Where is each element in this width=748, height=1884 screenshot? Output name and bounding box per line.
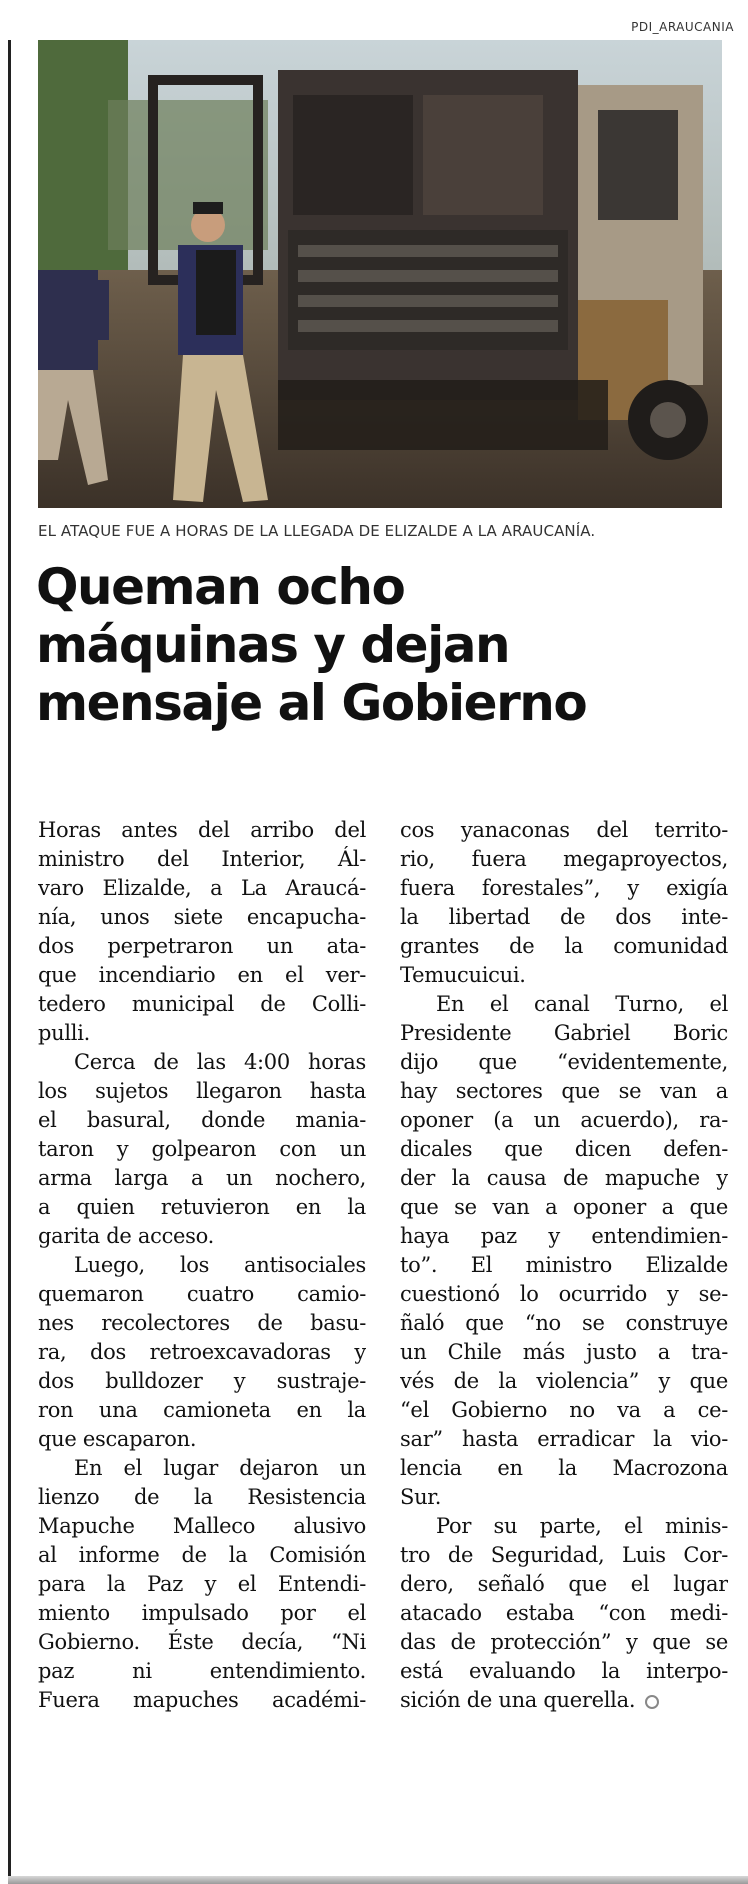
body-line: ñaló que “no se construye — [400, 1311, 728, 1335]
body-line: Temucuicui. — [400, 963, 526, 987]
body-line: pulli. — [38, 1021, 90, 1045]
body-line: Fuera mapuches académi- — [38, 1688, 366, 1712]
body-line: al informe de la Comisión — [38, 1543, 366, 1567]
headline-line: Queman ocho — [36, 558, 405, 616]
photo-caption: EL ATAQUE FUE A HORAS DE LA LLEGADA DE ELIZALDE A LA ARAUCANÍA. — [38, 522, 596, 540]
body-line: Por su parte, el minis- — [436, 1514, 728, 1538]
body-line: Presidente Gabriel Boric — [400, 1021, 728, 1045]
body-line: fuera forestales”, y exigía — [400, 876, 728, 900]
body-line: arma larga a un nochero, — [38, 1166, 366, 1190]
body-line: rio, fuera megaproyectos, — [400, 847, 728, 871]
body-line: nía, unos siete encapucha- — [38, 905, 366, 929]
body-line: garita de acceso. — [38, 1224, 214, 1248]
body-line: Sur. — [400, 1485, 442, 1509]
body-line: Horas antes del arribo del — [38, 818, 366, 842]
photo-credit: PDI_ARAUCANIA — [631, 20, 734, 34]
body-line: vés de la violencia” y que — [400, 1369, 728, 1393]
body-line: grantes de la comunidad — [400, 934, 728, 958]
body-line: Cerca de las 4:00 horas — [74, 1050, 366, 1074]
headline-line: mensaje al Gobierno — [36, 674, 587, 732]
body-line: para la Paz y el Entendi- — [38, 1572, 366, 1596]
body-column-left — [38, 816, 366, 1715]
body-line: quemaron cuatro camio- — [38, 1282, 366, 1306]
body-line: der la causa de mapuche y — [400, 1166, 728, 1190]
body-line: miento impulsado por el — [38, 1601, 366, 1625]
body-line: dos bulldozer y sustraje- — [38, 1369, 366, 1393]
body-line: los sujetos llegaron hasta — [38, 1079, 366, 1103]
body-line: la libertad de dos inte- — [400, 905, 728, 929]
photo-illustration — [38, 40, 722, 508]
body-line: dero, señaló que el lugar — [400, 1572, 728, 1596]
body-line: tro de Seguridad, Luis Cor- — [400, 1543, 728, 1567]
body-line: dos perpetraron un ata- — [38, 934, 366, 958]
body-line: hay sectores que se van a — [400, 1079, 728, 1103]
body-line: cos yanaconas del territo- — [400, 818, 728, 842]
body-line: un Chile más justo a tra- — [400, 1340, 728, 1364]
body-line: nes recolectores de basu- — [38, 1311, 366, 1335]
body-line: Mapuche Malleco alusivo — [38, 1514, 366, 1538]
body-line: atacado estaba “con medi- — [400, 1601, 728, 1625]
body-line: oponer (a un acuerdo), ra- — [400, 1108, 728, 1132]
headline — [36, 558, 726, 732]
body-line: “el Gobierno no va a ce- — [400, 1398, 728, 1422]
end-of-article-icon — [645, 1695, 659, 1709]
burned-truck-photo — [38, 40, 722, 508]
body-line-final — [400, 1686, 728, 1715]
body-line: ron una camioneta en la — [38, 1398, 366, 1422]
body-line: el basural, donde mania- — [38, 1108, 366, 1132]
body-line-text: sición de una querella. — [400, 1688, 636, 1712]
body-line: Gobierno. Éste decía, “Ni — [38, 1630, 366, 1654]
body-line: que se van a oponer a que — [400, 1195, 728, 1219]
body-line: varo Elizalde, a La Araucá- — [38, 876, 366, 900]
body-line: tedero municipal de Colli- — [38, 992, 366, 1016]
body-line: to”. El ministro Elizalde — [400, 1253, 728, 1277]
body-line: En el lugar dejaron un — [74, 1456, 366, 1480]
body-line: sar” hasta erradicar la vio- — [400, 1427, 728, 1451]
body-column-right — [400, 816, 728, 1715]
body-line: ministro del Interior, Ál- — [38, 847, 366, 871]
body-line: ra, dos retroexcavadoras y — [38, 1340, 366, 1364]
body-line: taron y golpearon con un — [38, 1137, 366, 1161]
body-line: lienzo de la Resistencia — [38, 1485, 366, 1509]
body-line: En el canal Turno, el — [436, 992, 728, 1016]
body-line: que escaparon. — [38, 1427, 197, 1451]
body-line: paz ni entendimiento. — [38, 1659, 366, 1683]
body-line: cuestionó lo ocurrido y se- — [400, 1282, 728, 1306]
body-line: que incendiario en el ver- — [38, 963, 366, 987]
bottom-rule — [8, 1876, 748, 1884]
body-line: Luego, los antisociales — [74, 1253, 366, 1277]
body-line: está evaluando la interpo- — [400, 1659, 728, 1683]
body-line: dijo que “evidentemente, — [400, 1050, 728, 1074]
body-line: dicales que dicen defen- — [400, 1137, 728, 1161]
body-line: lencia en la Macrozona — [400, 1456, 728, 1480]
body-line: das de protección” y que se — [400, 1630, 728, 1654]
body-line: haya paz y entendimien- — [400, 1224, 728, 1248]
headline-line: máquinas y dejan — [36, 616, 510, 674]
body-line: a quien retuvieron en la — [38, 1195, 366, 1219]
left-column-rule — [8, 40, 11, 1876]
